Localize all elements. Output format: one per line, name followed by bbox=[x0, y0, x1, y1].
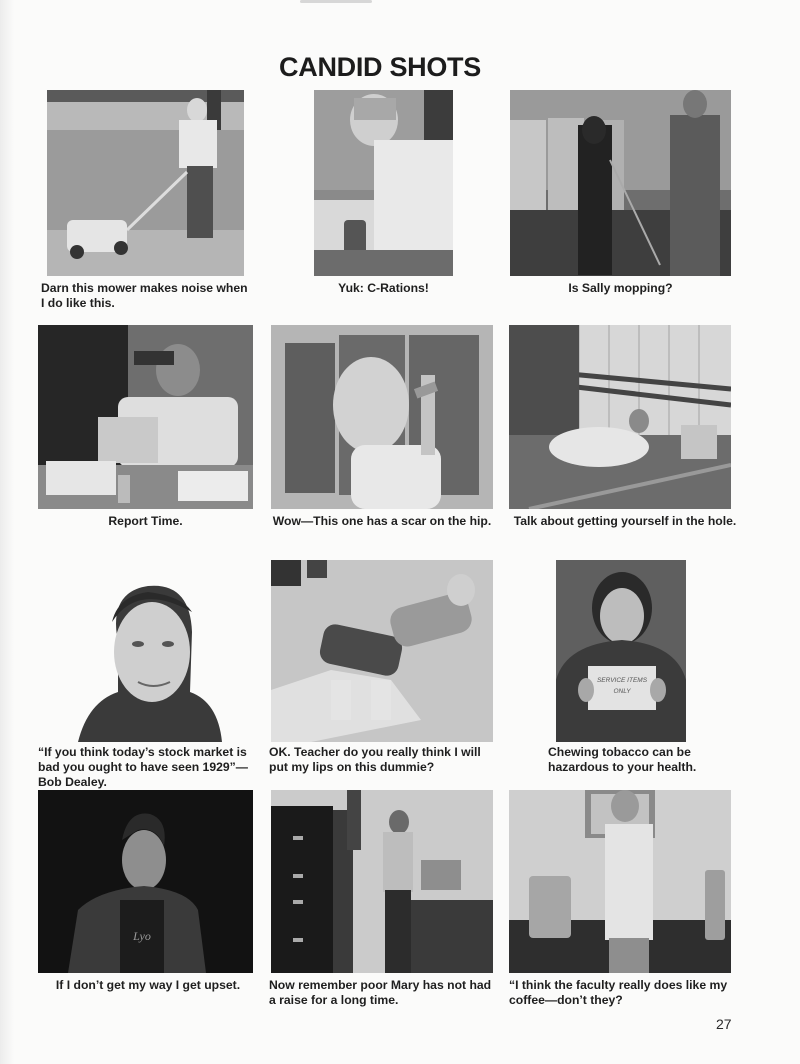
caption-line: put my lips on this dummie? bbox=[269, 760, 435, 774]
photo-stock-market-portrait bbox=[78, 582, 222, 742]
caption-line: Chewing tobacco can be bbox=[548, 745, 691, 759]
print-smudge bbox=[300, 0, 372, 3]
photo-hole bbox=[509, 325, 731, 509]
photo-mower bbox=[47, 90, 244, 276]
caption-line: “I think the faculty really does like my bbox=[509, 978, 728, 992]
caption-hole: Talk about getting yourself in the hole. bbox=[513, 514, 737, 528]
photo-mopping bbox=[510, 90, 731, 276]
page-edge-shadow bbox=[0, 0, 14, 1064]
photo-dummie bbox=[271, 560, 493, 742]
caption-scar: Wow—This one has a scar on the hip. bbox=[272, 514, 492, 528]
caption-line: a raise for a long time. bbox=[269, 993, 399, 1007]
sign-text-line-2: ONLY bbox=[613, 688, 631, 695]
caption-line: Darn this mower makes noise when bbox=[41, 281, 248, 295]
caption-mopping: Is Sally mopping? bbox=[568, 281, 673, 295]
caption-line: Bob Dealey. bbox=[38, 775, 107, 789]
caption-line: OK. Teacher do you really think I will bbox=[269, 745, 481, 759]
caption-line: “If you think today’s stock market is bbox=[38, 745, 247, 759]
caption-mary bbox=[269, 978, 509, 1008]
caption-line: coffee—don’t they? bbox=[509, 993, 623, 1007]
photo-coffee bbox=[509, 790, 731, 973]
sign-text-line-1: SERVICE ITEMS bbox=[596, 677, 648, 684]
photo-tobacco bbox=[556, 560, 686, 742]
caption-report: Report Time. bbox=[108, 514, 183, 528]
photo-mary bbox=[271, 790, 493, 973]
svg-text:Lyo: Lyo bbox=[133, 929, 151, 943]
caption-line: Now remember poor Mary has not had bbox=[269, 978, 492, 992]
caption-line: I do like this. bbox=[41, 296, 115, 310]
caption-dummie bbox=[269, 745, 509, 775]
photo-report bbox=[38, 325, 253, 509]
caption-tobacco bbox=[548, 745, 748, 775]
caption-line: bad you ought to have seen 1929”— bbox=[38, 760, 248, 774]
photo-upset bbox=[38, 790, 253, 973]
caption-upset: If I don’t get my way I get upset. bbox=[55, 978, 241, 992]
photo-scar bbox=[271, 325, 493, 509]
caption-coffee bbox=[509, 978, 759, 1008]
caption-stock-market bbox=[38, 745, 268, 790]
page-title: CANDID SHOTS bbox=[279, 52, 481, 82]
page-number: 27 bbox=[716, 1016, 732, 1032]
caption-line: hazardous to your health. bbox=[548, 760, 697, 774]
caption-c-rations: Yuk: C-Rations! bbox=[338, 281, 429, 295]
photo-c-rations bbox=[314, 90, 453, 276]
caption-mower bbox=[41, 281, 271, 311]
